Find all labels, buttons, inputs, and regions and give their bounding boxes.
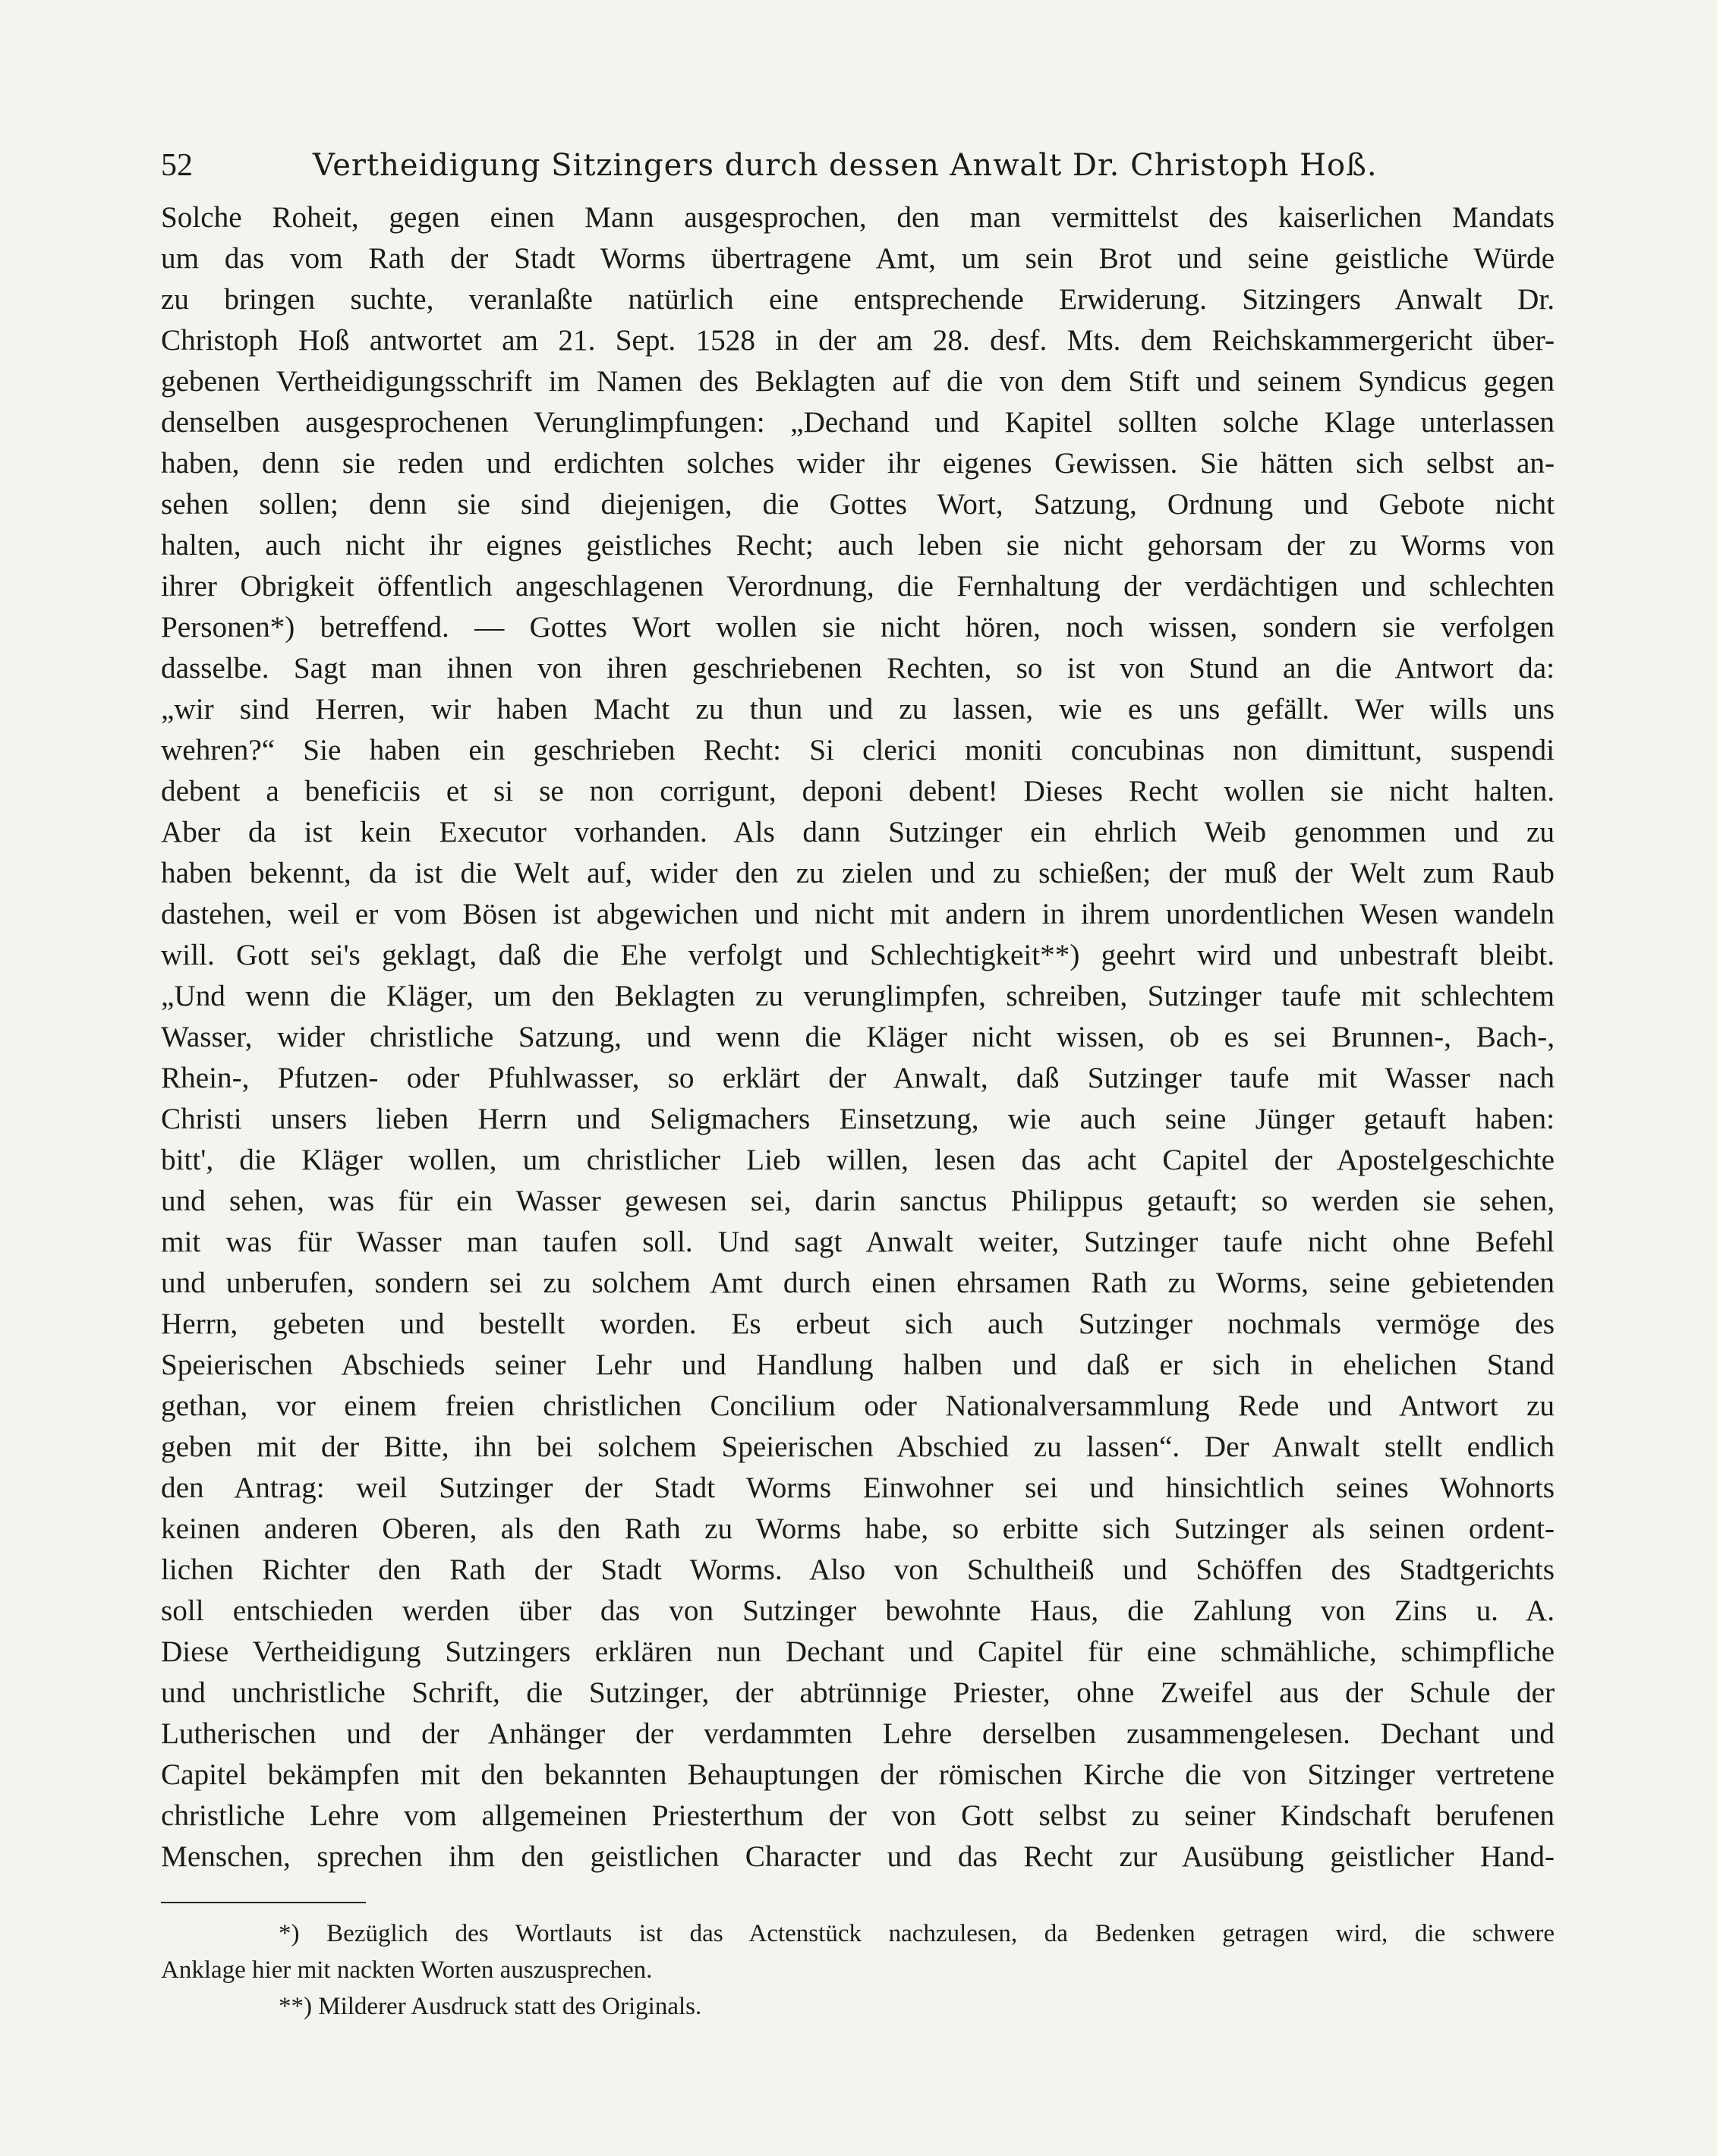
text-line: und sehen, was für ein Wasser gewesen sei, darin sanctus Philippus getauft; so werden sie sehen,: [161, 1185, 1555, 1217]
footnotes: [161, 1915, 1555, 2025]
text-line: keinen anderen Oberen, als den Rath zu Worms habe, so erbitte sich Sutzinger als seinen ordent-: [161, 1512, 1555, 1545]
text-line: halten, auch nicht ihr eignes geistliches Recht; auch leben sie nicht gehorsam der zu Worms von: [161, 529, 1555, 562]
footnote-rule: [161, 1902, 366, 1903]
text-line: mit was für Wasser man taufen soll. Und sagt Anwalt weiter, Sutzinger taufe nicht ohne Befehl: [161, 1226, 1555, 1258]
text-line: Diese Vertheidigung Sutzingers erklären nun Dechant und Capitel für eine schmähliche, schimpfliche: [161, 1635, 1555, 1668]
text-line: Solche Roheit, gegen einen Mann ausgesprochen, den man vermittelst des kaiserlichen Mandats: [161, 201, 1555, 234]
text-line: „Und wenn die Kläger, um den Beklagten zu verunglimpfen, schreiben, Sutzinger taufe mit schlechtem: [161, 980, 1555, 1012]
text-line: gebenen Vertheidigungsschrift im Namen des Beklagten auf die von dem Stift und seinem Syndicus gegen: [161, 365, 1555, 398]
page-number: 52: [161, 148, 193, 183]
text-line: denselben ausgesprochenen Verunglimpfungen: „Dechand und Kapitel sollten solche Klage unterlassen: [161, 406, 1555, 439]
text-line: lichen Richter den Rath der Stadt Worms. Also von Schultheiß und Schöffen des Stadtgerichts: [161, 1553, 1555, 1586]
text-line: „wir sind Herren, wir haben Macht zu thun und zu lassen, wie es uns gefällt. Wer wills uns: [161, 693, 1555, 725]
footnote-1-line-2: Anklage hier mit nackten Worten auszusprechen.: [161, 1956, 653, 1984]
text-line: Wasser, wider christliche Satzung, und wenn die Kläger nicht wissen, ob es sei Brunnen-, Bach-,: [161, 1021, 1555, 1053]
text-line: soll entschieden werden über das von Sutzinger bewohnte Haus, die Zahlung von Zins u. A.: [161, 1594, 1555, 1627]
text-line: Speierischen Abschieds seiner Lehr und Handlung halben und daß er sich in ehelichen Stand: [161, 1349, 1555, 1381]
text-line: geben mit der Bitte, ihn bei solchem Speierischen Abschied zu lassen“. Der Anwalt stellt endlich: [161, 1431, 1555, 1463]
text-line: christliche Lehre vom allgemeinen Priesterthum der von Gott selbst zu seiner Kindschaft berufenen: [161, 1799, 1555, 1832]
text-line: Menschen, sprechen ihm den geistlichen Character und das Recht zur Ausübung geistlicher Hand-: [161, 1840, 1555, 1873]
text-line: zu bringen suchte, veranlaßte natürlich eine entsprechende Erwiderung. Sitzingers Anwalt Dr.: [161, 283, 1555, 316]
text-line: bitt', die Kläger wollen, um christlicher Lieb willen, lesen das acht Capitel der Apostelgeschichte: [161, 1144, 1555, 1176]
running-head-title: Vertheidigung Sitzingers durch dessen Anwalt Dr. Christoph Hoß.: [313, 148, 1378, 183]
text-line: sehen sollen; denn sie sind diejenigen, die Gottes Wort, Satzung, Ordnung und Gebote nicht: [161, 488, 1555, 521]
text-line: und unberufen, sondern sei zu solchem Amt durch einen ehrsamen Rath zu Worms, seine gebietenden: [161, 1267, 1555, 1299]
text-line: und unchristliche Schrift, die Sutzinger, der abtrünnige Priester, ohne Zweifel aus der Schule der: [161, 1676, 1555, 1709]
footnote-1-line-1: *) Bezüglich des Wortlauts ist das Actenstück nachzulesen, da Bedenken getragen wird, die schwere: [279, 1920, 1555, 1947]
text-line: Capitel bekämpfen mit den bekannten Behauptungen der römischen Kirche die von Sitzinger vertretene: [161, 1758, 1555, 1791]
text-line: will. Gott sei's geklagt, daß die Ehe verfolgt und Schlechtigkeit**) geehrt wird und unbestraft bleibt.: [161, 939, 1555, 971]
text-line: um das vom Rath der Stadt Worms übertragene Amt, um sein Brot und seine geistliche Würde: [161, 242, 1555, 275]
text-line: haben, denn sie reden und erdichten solches wider ihr eigenes Gewissen. Sie hätten sich selbst an-: [161, 447, 1555, 480]
text-line: Christi unsers lieben Herrn und Seligmachers Einsetzung, wie auch seine Jünger getauft haben:: [161, 1103, 1555, 1135]
text-line: gethan, vor einem freien christlichen Concilium oder Nationalversammlung Rede und Antwort zu: [161, 1390, 1555, 1422]
text-line: Rhein-, Pfutzen- oder Pfuhlwasser, so erklärt der Anwalt, daß Sutzinger taufe mit Wasser nach: [161, 1062, 1555, 1094]
body-text: [161, 197, 1555, 1877]
text-line: dastehen, weil er vom Bösen ist abgewichen und nicht mit andern in ihrem unordentlichen Wesen wandeln: [161, 898, 1555, 930]
text-line: Christoph Hoß antwortet am 21. Sept. 1528 in der am 28. desf. Mts. dem Reichskammergericht über-: [161, 324, 1555, 357]
footnote-2: **) Milderer Ausdruck statt des Originals.: [279, 1993, 702, 2020]
book-page: [161, 141, 1555, 2023]
text-line: debent a beneficiis et si se non corrigunt, deponi debent! Dieses Recht wollen sie nicht halten.: [161, 775, 1555, 807]
text-line: haben bekennt, da ist die Welt auf, wider den zu zielen und zu schießen; der muß der Welt zum Raub: [161, 857, 1555, 889]
text-line: Herrn, gebeten und bestellt worden. Es erbeut sich auch Sutzinger nochmals vermöge des: [161, 1308, 1555, 1340]
text-line: wehren?“ Sie haben ein geschrieben Recht: Si clerici moniti concubinas non dimittunt, suspendi: [161, 734, 1555, 766]
text-line: den Antrag: weil Sutzinger der Stadt Worms Einwohner sei und hinsichtlich seines Wohnorts: [161, 1471, 1555, 1504]
text-line: dasselbe. Sagt man ihnen von ihren geschriebenen Rechten, so ist von Stund an die Antwort da:: [161, 652, 1555, 685]
text-line: ihrer Obrigkeit öffentlich angeschlagenen Verordnung, die Fernhaltung der verdächtigen und schlechten: [161, 570, 1555, 603]
running-head: [161, 141, 1555, 190]
text-line: Personen*) betreffend. — Gottes Wort wollen sie nicht hören, noch wissen, sondern sie verfolgen: [161, 611, 1555, 644]
text-line: Aber da ist kein Executor vorhanden. Als dann Sutzinger ein ehrlich Weib genommen und zu: [161, 816, 1555, 848]
text-line: Lutherischen und der Anhänger der verdammten Lehre derselben zusammengelesen. Dechant und: [161, 1717, 1555, 1750]
